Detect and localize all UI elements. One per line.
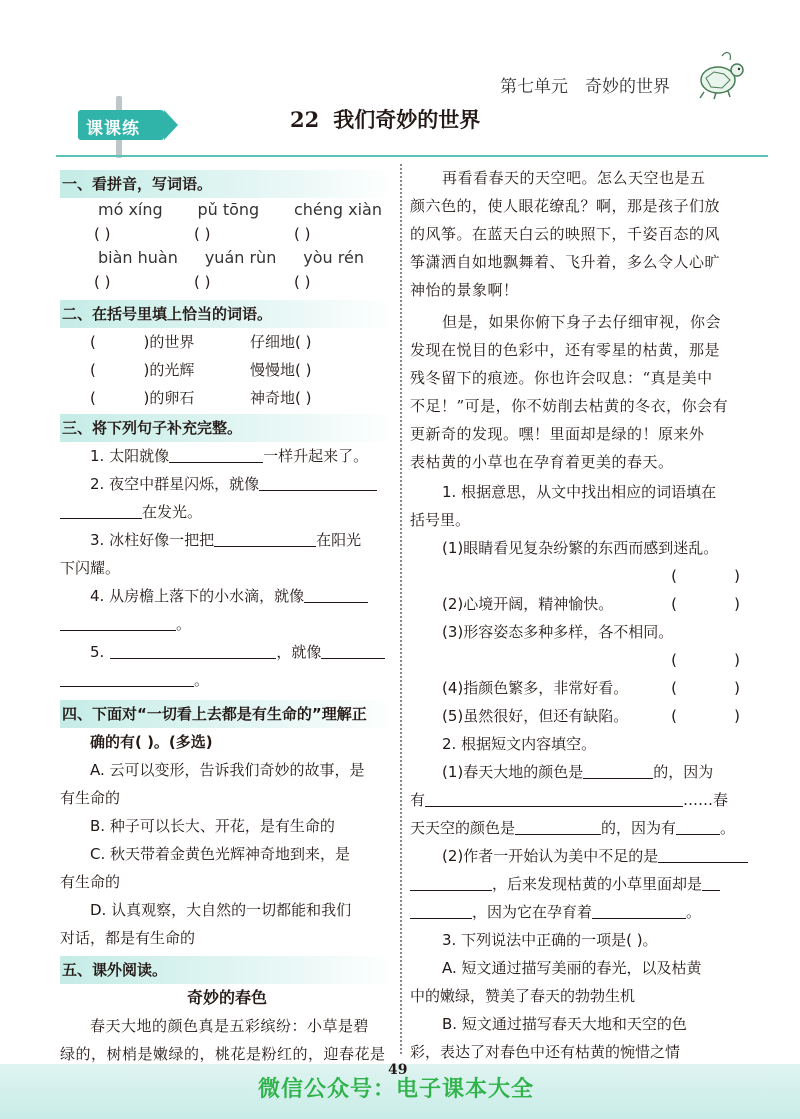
article-line: 但是，如果你俯下身子去仔细审视，你会 — [442, 313, 722, 331]
answer-blank[interactable]: ( ) — [194, 225, 211, 243]
section-5-title: 五、课外阅读。 — [60, 956, 394, 984]
option-d[interactable]: D. 认真观察，大自然的一切都能和我们 — [90, 901, 352, 919]
sentence-text: 。 — [194, 671, 210, 689]
fill-item[interactable]: ( )的光辉 — [90, 361, 195, 379]
pinyin: mó xíng — [98, 200, 163, 219]
fill-row — [60, 384, 394, 412]
option-b[interactable]: B. 短文通过描写春天大地和天空的色 — [442, 1015, 687, 1033]
lesson-badge — [78, 104, 176, 144]
article-line: 春天大地的颜色真是五彩缤纷：小草是碧 — [90, 1017, 370, 1035]
answer-line[interactable] — [304, 583, 368, 603]
option-a-cont: 有生命的 — [60, 789, 121, 807]
fill-item[interactable]: 慢慢地( ) — [250, 361, 312, 379]
answer-blank[interactable]: ( ) — [194, 273, 211, 291]
lesson-number: 22 — [290, 107, 320, 132]
answer-line[interactable] — [658, 843, 748, 863]
answer-line[interactable] — [169, 443, 263, 463]
section-1-title: 一、看拼音，写词语。 — [60, 170, 394, 198]
question-3-title: 3. 下列说法中正确的一项是( )。 — [442, 931, 658, 949]
pinyin: pǔ tōng — [197, 200, 260, 219]
option-c-cont: 有生命的 — [60, 873, 121, 891]
answer-line[interactable] — [214, 527, 316, 547]
article-line: 再看看春天的天空吧。怎么天空也是五 — [442, 169, 706, 187]
article-line: 更新奇的发现。嘿！里面却是绿的！原来外 — [410, 425, 705, 443]
answer-line[interactable] — [259, 471, 377, 491]
option-c[interactable]: C. 秋天带着金黄色光辉神奇地到来，是 — [90, 845, 351, 863]
sentence-4 — [60, 582, 394, 610]
lesson-title — [290, 104, 480, 134]
q2-line — [410, 842, 770, 870]
answer-blank[interactable]: ( ) — [671, 567, 740, 585]
answer-line[interactable] — [410, 871, 492, 891]
pinyin-row — [60, 198, 394, 222]
article-line: 不足！”可是，你不妨削去枯黄的冬衣，你会有 — [410, 397, 729, 415]
sentence-text: 5. — [90, 643, 105, 661]
q1-item-text: (2)心境开阔，精神愉快。 — [442, 595, 614, 613]
section-4-title: 四、下面对“一切看上去都是有生命的”理解正 — [60, 700, 394, 728]
q2-line — [410, 786, 770, 814]
answer-row — [60, 222, 394, 246]
answer-blank[interactable]: ( ) — [294, 225, 311, 243]
answer-line[interactable] — [60, 499, 142, 519]
q2-text: 。 — [720, 819, 736, 837]
q1-item-text: (5)虽然很好，但还有缺陷。 — [442, 707, 629, 725]
answer-blank[interactable]: ( ) — [671, 595, 740, 613]
q2-text: ，因为它在孕育着 — [472, 903, 593, 921]
article-line: 表枯黄的小草也在孕育着更美的春天。 — [410, 453, 674, 471]
page-number: 49 — [388, 1062, 408, 1078]
option-a-cont: 中的嫩绿，赞美了春天的勃勃生机 — [410, 987, 636, 1005]
fill-item[interactable]: ( )的卵石 — [90, 389, 195, 407]
lesson-name: 我们奇妙的世界 — [333, 107, 481, 132]
sentence-text: 在发光。 — [142, 503, 203, 521]
sentence-text: 一样升起来了。 — [263, 447, 369, 465]
q1-item: (1)眼睛看见复杂纷繁的东西而感到迷乱。 — [442, 539, 719, 557]
pinyin: biàn huàn — [98, 248, 178, 267]
q2-text: 的，因为有 — [601, 819, 677, 837]
badge-label: 课课练 — [86, 119, 140, 139]
sentence-text: 1. 太阳就像 — [90, 447, 170, 465]
q2-text: ……春 — [683, 791, 729, 809]
option-a[interactable]: A. 短文通过描写美丽的春光，以及枯黄 — [442, 959, 702, 977]
unit-title: 第七单元 奇妙的世界 — [500, 77, 670, 97]
q1-item-text: (4)指颜色繁多，非常好看。 — [442, 679, 629, 697]
answer-blank[interactable]: ( ) — [294, 273, 311, 291]
sentence-5 — [60, 638, 394, 666]
option-a[interactable]: A. 云可以变形，告诉我们奇妙的故事，是 — [90, 761, 365, 779]
q2-line — [410, 870, 770, 898]
sentence-text: ，就像 — [276, 643, 322, 661]
answer-blank[interactable]: ( ) — [94, 225, 111, 243]
left-column — [60, 170, 394, 1096]
pinyin: yòu rén — [303, 248, 364, 267]
section-3-title: 三、将下列句子补充完整。 — [60, 414, 394, 442]
fill-item[interactable]: 神奇地( ) — [250, 389, 312, 407]
article-line: 绿的，树梢是嫩绿的，桃花是粉红的，迎春花是 — [60, 1045, 386, 1063]
sentence-2 — [60, 470, 394, 498]
watermark: 微信公众号：电子课本大全 — [258, 1077, 535, 1102]
answer-line[interactable] — [60, 611, 176, 631]
sentence-text: 3. 冰柱好像一把把 — [90, 531, 215, 549]
q1-item — [410, 590, 770, 618]
answer-line[interactable] — [515, 815, 601, 835]
answer-line[interactable] — [583, 759, 653, 779]
section-2-title: 二、在括号里填上恰当的词语。 — [60, 300, 394, 328]
column-divider — [400, 164, 402, 1054]
answer-row — [60, 270, 394, 294]
q2-text: (2)作者一开始认为美中不足的是 — [442, 847, 659, 865]
answer-blank[interactable]: ( ) — [671, 679, 740, 697]
sentence-3-cont: 下闪耀。 — [60, 559, 121, 577]
sentence-text: 。 — [176, 615, 192, 633]
q2-text: 天天空的颜色是 — [410, 819, 516, 837]
question-1-title-cont: 括号里。 — [410, 511, 471, 529]
option-b[interactable]: B. 种子可以长大、开花，是有生命的 — [90, 817, 335, 835]
q1-item: (3)形容姿态多种多样，各不相同。 — [442, 623, 674, 641]
section-4-title-cont: 确的有( )。(多选) — [90, 733, 213, 751]
sentence-text: 在阳光 — [316, 531, 362, 549]
fill-item[interactable]: ( )的世界 — [90, 333, 195, 351]
q2-text: 的，因为 — [653, 763, 714, 781]
fill-row — [60, 356, 394, 384]
header-rule — [56, 155, 768, 157]
pinyin: chéng xiàn — [293, 200, 382, 219]
sentence-4-cont — [60, 610, 394, 638]
article-line: 发现在悦目的色彩中，还有零星的枯黄，那是 — [410, 341, 721, 359]
q2-text: ，后来发现枯黄的小草里面却是 — [492, 875, 703, 893]
answer-line[interactable] — [425, 787, 683, 807]
answer-line[interactable] — [110, 639, 276, 659]
sentence-2-cont — [60, 498, 394, 526]
answer-blank[interactable]: ( ) — [94, 273, 111, 291]
q1-answer-row — [410, 562, 770, 590]
answer-line[interactable] — [410, 899, 472, 919]
option-d-cont: 对话，都是有生命的 — [60, 929, 196, 947]
q2-line — [410, 758, 770, 786]
answer-line[interactable] — [60, 667, 194, 687]
q1-item — [410, 674, 770, 702]
question-1-title: 1. 根据意思，从文中找出相应的词语填在 — [442, 483, 717, 501]
answer-blank[interactable]: ( ) — [671, 707, 740, 725]
question-2-title: 2. 根据短文内容填空。 — [442, 735, 597, 753]
article-line: 神怡的景象啊！ — [410, 281, 519, 299]
sentence-text: 2. 夜空中群星闪烁，就像 — [90, 475, 260, 493]
answer-line[interactable] — [676, 815, 720, 835]
q1-answer-row — [410, 646, 770, 674]
pinyin-row — [60, 246, 394, 270]
article-line: 筝潇洒自如地飘舞着、飞升着，多么令人心旷 — [410, 253, 721, 271]
right-column — [410, 164, 770, 1066]
article-line: 的风筝。在蓝天白云的映照下，千姿百态的风 — [410, 225, 721, 243]
article-title: 奇妙的春色 — [186, 988, 267, 1007]
answer-blank[interactable]: ( ) — [671, 651, 740, 669]
pinyin: yuán rùn — [204, 248, 277, 267]
q2-text: 。 — [686, 903, 702, 921]
answer-line[interactable] — [702, 871, 720, 891]
option-b-cont: 彩，表达了对春色中还有枯黄的惋惜之情 — [410, 1043, 681, 1061]
sentence-5-cont — [60, 666, 394, 694]
article-line: 残冬留下的痕迹。你也许会叹息：“真是美中 — [410, 369, 713, 387]
q2-line — [410, 898, 770, 926]
article-line: 颜六色的，使人眼花缭乱？啊，那是孩子们放 — [410, 197, 721, 215]
q1-item — [410, 702, 770, 730]
q2-text: 有 — [410, 791, 426, 809]
sentence-1 — [60, 442, 394, 470]
sentence-text: 4. 从房檐上落下的小水滴，就像 — [90, 587, 305, 605]
q2-line — [410, 814, 770, 842]
fill-item[interactable]: 仔细地( ) — [250, 333, 312, 351]
q2-text: (1)春天大地的颜色是 — [442, 763, 584, 781]
answer-line[interactable] — [321, 639, 385, 659]
answer-line[interactable] — [592, 899, 686, 919]
turtle-icon — [692, 48, 748, 104]
fill-row — [60, 328, 394, 356]
sentence-3 — [60, 526, 394, 554]
